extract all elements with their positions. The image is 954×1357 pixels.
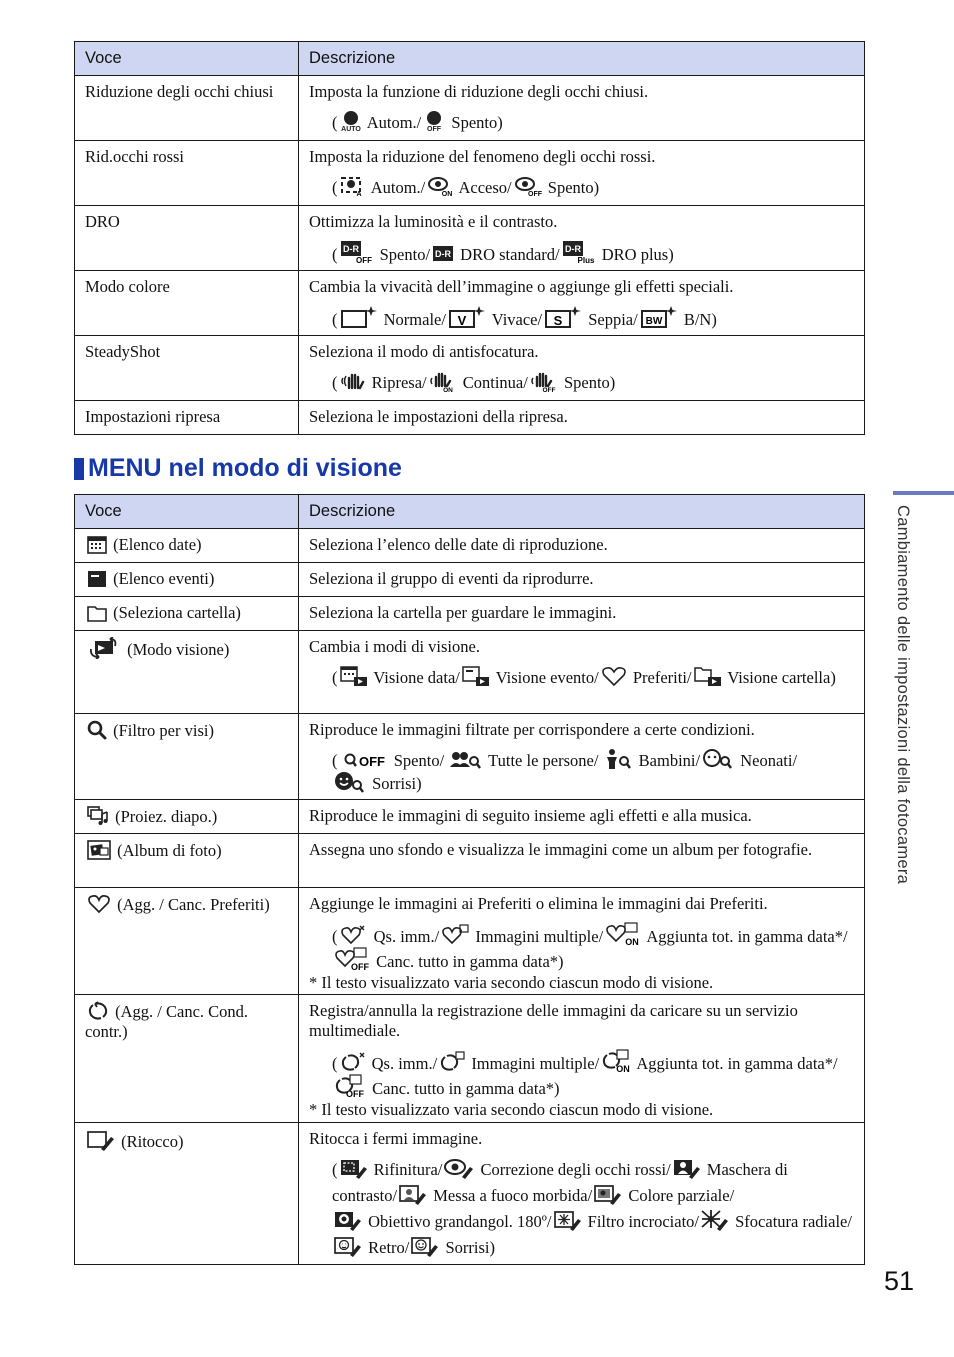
row-description: Imposta la funzione di riduzione degli occhi chiusi. [309, 82, 649, 101]
footnote: * Il testo visualizzato varia secondo ciascun modo di visione. [309, 973, 714, 992]
row-description: Seleziona le impostazioni della ripresa. [309, 407, 568, 426]
svg-text:OFF: OFF [358, 754, 385, 769]
share-clear-all-icon [334, 1074, 366, 1098]
row-label: (Agg. / Canc. Preferiti) [117, 895, 270, 914]
svg-text:BW: BW [645, 316, 663, 327]
chapter-side-label: Cambiamento delle impostazioni della fotocamera [894, 505, 912, 885]
svg-text:ON: ON [442, 191, 453, 197]
row-description: Cambia i modi di visione. [309, 637, 480, 656]
row-description: Seleziona la cartella per guardare le immagini. [309, 603, 617, 622]
row-description: Riproduce le immagini filtrate per corrispondere a certe condizioni. [309, 720, 755, 739]
steadyshot-off-icon [530, 370, 558, 392]
svg-text:A: A [355, 191, 362, 197]
table-row [75, 401, 865, 435]
soft-focus-icon [399, 1183, 427, 1205]
fisheye-icon [334, 1209, 362, 1231]
row-label: (Modo visione) [127, 640, 230, 659]
folder-icon [87, 604, 107, 622]
row-description: Cambia la vivacità dell’immagine o aggiunge gli effetti speciali. [309, 277, 734, 296]
svg-text:V: V [457, 313, 467, 328]
svg-text:D-R: D-R [564, 244, 581, 254]
row-label: Modo colore [85, 277, 170, 296]
svg-text:OFF: OFF [427, 126, 442, 132]
babies-icon [702, 748, 734, 770]
svg-text:OFF: OFF [351, 962, 369, 971]
heart-icon [87, 894, 111, 914]
retro-icon [334, 1235, 362, 1257]
slideshow-icon [87, 806, 109, 826]
svg-text:ON: ON [442, 387, 453, 392]
svg-text:AUTO: AUTO [340, 126, 361, 132]
unsharp-mask-icon [673, 1157, 701, 1179]
row-description: Registra/annulla la registrazione delle immagini da caricare su un servizio multimediale. [309, 1001, 798, 1040]
row-label: Riduzione degli occhi chiusi [85, 82, 274, 101]
closed-eye-off-icon [423, 110, 445, 132]
fav-add-all-icon [605, 922, 641, 946]
row-label: (Ritocco) [121, 1132, 184, 1151]
page-number: 51 [884, 1266, 915, 1296]
row-description: Seleziona il gruppo di eventi da riprodurre. [309, 569, 594, 588]
smiles-icon [334, 771, 366, 793]
event-view-icon [462, 665, 490, 687]
cross-filter-icon [554, 1209, 582, 1231]
color-bw-icon [640, 305, 678, 329]
viewing-menu-table [74, 494, 865, 1265]
folder-view-icon [694, 665, 722, 687]
svg-text:ON: ON [616, 1064, 630, 1073]
face-filter-icon [87, 720, 107, 740]
dro-plus-icon [562, 240, 596, 264]
table-row: (Agg. / Canc. Preferiti) Aggiunge le immagini ai Preferiti o elimina le immagini dai Preferiti. ( Qs. imm./ Immagini multiple/ ON Aggiunta tot. in gamma data*/ OFF Canc. tutto in gamma data*) * Il testo visualizzato varia secondo ciascun modo di visione. [75, 888, 865, 995]
date-view-icon [340, 665, 368, 687]
fav-clear-all-icon [334, 947, 370, 971]
red-eye-correction-icon [444, 1157, 474, 1179]
table-row: (Agg. / Canc. Cond. contr.) Registra/annulla la registrazione delle immagini da caricare su un servizio multimediale. ( Qs. imm./ Immagini multiple/ ON Aggiunta tot. in gamma data*/ OFF Canc. tutto in gamma data*) * Il testo visualizzato varia secondo ciascun modo di visione. [75, 995, 865, 1123]
event-list-icon [87, 570, 107, 588]
table-row [75, 563, 865, 597]
header-descrizione: Descrizione [299, 495, 865, 529]
row-description: Seleziona l’elenco delle date di riproduzione. [309, 535, 608, 554]
svg-text:D-R: D-R [435, 249, 452, 259]
table-row: (Filtro per visi) Riproduce le immagini filtrate per corrispondere a certe condizioni. ( OFF Spento/ Tutte le persone/ Bambini/ Neonati/ Sorrisi) [75, 714, 865, 800]
row-label: (Elenco eventi) [113, 569, 215, 588]
color-sepia-icon [544, 305, 582, 329]
retouch-icon [87, 1129, 115, 1151]
red-eye-auto-icon [340, 175, 366, 197]
header-descrizione: Descrizione [299, 42, 865, 76]
steadyshot-shooting-icon [340, 370, 366, 392]
table-row [75, 597, 865, 631]
view-mode-icon [87, 637, 121, 659]
share-add-all-icon [601, 1049, 631, 1073]
table-row [75, 834, 865, 888]
row-label: (Filtro per visi) [113, 721, 214, 740]
row-label: DRO [85, 212, 120, 231]
smile-retouch-icon [411, 1235, 439, 1257]
table-row: Modo colore Cambia la vivacità dell’immagine o aggiunge gli effetti speciali. ( Normale/ V Vivace/ S Seppia/ BW B/N) [75, 271, 865, 336]
row-description: Assegna uno sfondo e visualizza le immagini come un album per fotografie. [309, 840, 813, 859]
color-vivid-icon [448, 305, 486, 329]
row-description: Riproduce le immagini di seguito insieme agli effetti e alla musica. [309, 806, 752, 825]
svg-text:Plus: Plus [577, 256, 595, 264]
trimming-icon [340, 1157, 368, 1179]
svg-text:OFF: OFF [527, 191, 542, 197]
row-description: Ottimizza la luminosità e il contrasto. [309, 212, 558, 231]
svg-text:S: S [553, 313, 563, 328]
share-this-image-icon [340, 1051, 366, 1073]
row-label: (Seleziona cartella) [113, 603, 241, 622]
table-row [75, 529, 865, 563]
table-row: (Modo visione) Cambia i modi di visione. ( Visione data/ Visione evento/ Preferiti/ Visione cartella) [75, 631, 865, 714]
svg-text:OFF: OFF [355, 256, 372, 264]
title-marker [74, 458, 84, 480]
photo-album-icon [87, 840, 111, 860]
footnote: * Il testo visualizzato varia secondo ciascun modo di visione. [309, 1100, 714, 1119]
dro-off-icon [340, 240, 374, 264]
header-voce: Voce [75, 42, 299, 76]
row-description: Imposta la riduzione del fenomeno degli occhi rossi. [309, 147, 656, 166]
settings-table [74, 41, 865, 435]
steadyshot-continuous-icon [429, 370, 457, 392]
table-row: Rid.occhi rossi Imposta la riduzione del fenomeno degli occhi rossi. ( A Autom./ ON Acceso/ OFF Spento) [75, 141, 865, 206]
row-label: Rid.occhi rossi [85, 147, 184, 166]
fav-multiple-icon [441, 924, 469, 946]
row-label: SteadyShot [85, 342, 161, 361]
children-icon [605, 748, 633, 770]
row-description: Seleziona il modo di antisfocatura. [309, 342, 539, 361]
radial-blur-icon [701, 1209, 729, 1231]
table-row: Riduzione degli occhi chiusi Imposta la funzione di riduzione degli occhi chiusi. ( AUTO Autom./ OFF Spento) [75, 76, 865, 141]
table-row [75, 800, 865, 834]
closed-eye-auto-icon [340, 110, 362, 132]
color-normal-icon [340, 305, 378, 329]
header-voce: Voce [75, 495, 299, 529]
chapter-tab-marker [893, 491, 954, 495]
row-label: (Proiez. diapo.) [115, 807, 218, 826]
partial-color-icon [594, 1183, 622, 1205]
row-label: (Album di foto) [117, 841, 222, 860]
share-multiple-icon [439, 1051, 465, 1073]
section-title: MENU nel modo di visione [74, 454, 402, 483]
filter-off-icon [344, 752, 388, 770]
table-row: (Ritocco) Ritocca i fermi immagine. ( Rifinitura/ Correzione degli occhi rossi/ Maschera di contrasto/ Messa a fuoco morbida/ Colore parziale/ Obiettivo grandangol. 180º/ Filtro incrociato/ Sfocatura radiale/ Retro/ Sorrisi) [75, 1123, 865, 1265]
row-label: (Elenco date) [113, 535, 202, 554]
svg-text:OFF: OFF [542, 387, 556, 392]
dro-standard-icon [432, 244, 454, 264]
calendar-icon [87, 536, 107, 554]
red-eye-off-icon [514, 175, 542, 197]
table-row: DRO Ottimizza la luminosità e il contrasto. ( D-R OFF Spento/ D-R DRO standard/ D-R Plus DRO plus) [75, 206, 865, 271]
row-label: (Agg. / Canc. Cond. contr.) [85, 1002, 249, 1041]
all-people-icon [450, 750, 482, 770]
red-eye-on-icon [427, 175, 453, 197]
svg-text:OFF: OFF [346, 1089, 364, 1098]
favorites-icon [601, 665, 627, 687]
fav-this-image-icon [340, 924, 368, 946]
svg-text:ON: ON [625, 937, 639, 946]
row-description: Ritocca i fermi immagine. [309, 1129, 483, 1148]
row-description: Aggiunge le immagini ai Preferiti o elimina le immagini dai Preferiti. [309, 894, 768, 913]
svg-text:D-R: D-R [342, 244, 359, 254]
row-label: Impostazioni ripresa [85, 407, 221, 426]
table-row: SteadyShot Seleziona il modo di antisfocatura. ( Ripresa/ ON Continua/ OFF Spento) [75, 336, 865, 401]
upload-icon [87, 1001, 109, 1021]
